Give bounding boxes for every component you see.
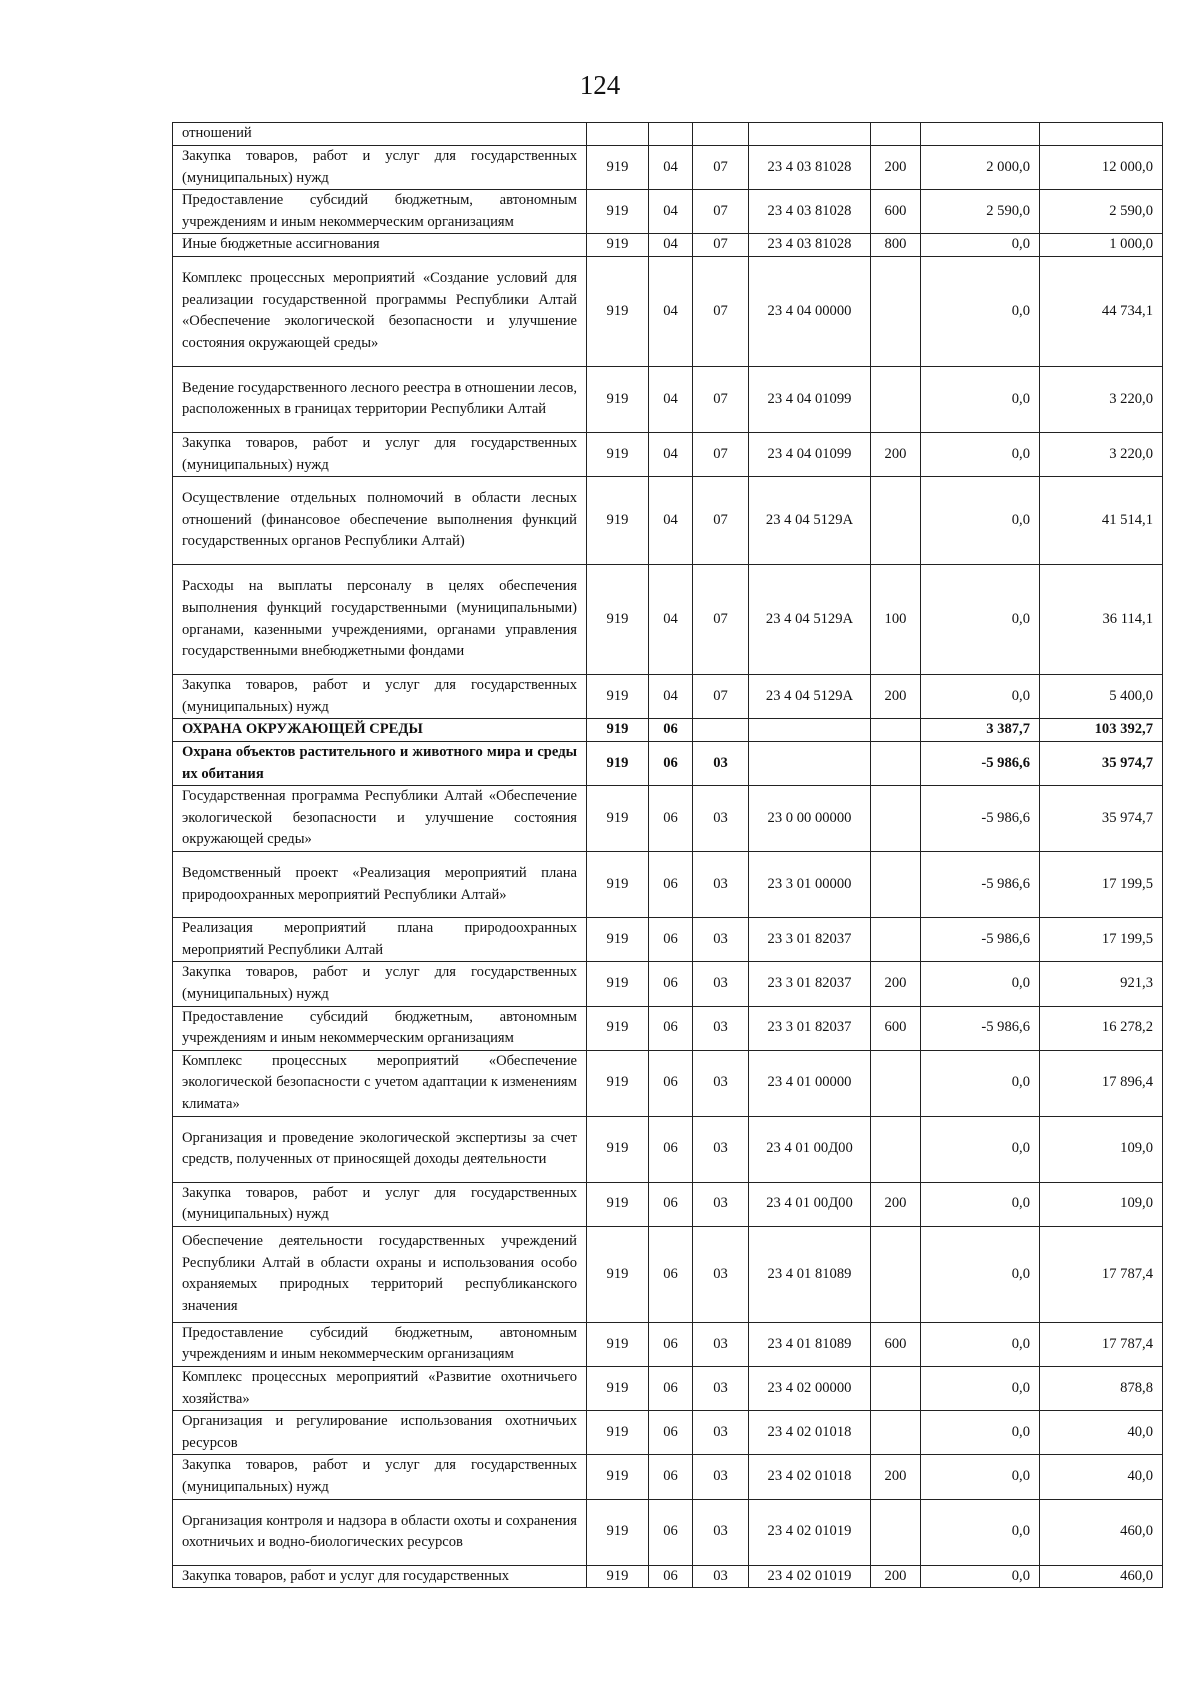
table-row [173,1565,1163,1588]
table-row [173,123,1163,146]
table-row [173,432,1163,476]
amount-total-cell: 40,0 [1040,1411,1163,1455]
expense-type-cell: 200 [871,1565,921,1588]
expense-name-cell: Ведение государственного лесного реестра в отношении лесов, расположенных в границах территории Республики Алтай [173,366,587,432]
target-article-cell: 23 4 01 81089 [749,1322,871,1366]
subsection-code-cell: 03 [693,1455,749,1499]
amount-change-cell: 0,0 [921,962,1040,1006]
expense-name-cell: Предоставление субсидий бюджетным, автономным учреждениям и иным некоммерческим организациям [173,1006,587,1050]
table-row [173,1226,1163,1322]
amount-change-cell: 0,0 [921,1050,1040,1116]
target-article-cell [749,123,871,146]
expense-type-cell: 600 [871,190,921,234]
subsection-code-cell: 03 [693,1116,749,1182]
subsection-code-cell [693,719,749,742]
target-article-cell: 23 4 02 00000 [749,1367,871,1411]
expense-type-cell: 100 [871,565,921,675]
target-article-cell: 23 4 02 01019 [749,1565,871,1588]
admin-code-cell: 919 [587,1226,649,1322]
admin-code-cell: 919 [587,1006,649,1050]
amount-change-cell: 0,0 [921,234,1040,257]
table-row [173,565,1163,675]
expense-name-cell: Организация контроля и надзора в области охоты и сохранения охотничьих и водно-биологических ресурсов [173,1499,587,1565]
target-article-cell: 23 4 04 5129А [749,565,871,675]
subsection-code-cell: 07 [693,146,749,190]
section-code-cell: 06 [649,1226,693,1322]
admin-code-cell: 919 [587,675,649,719]
expense-type-cell [871,719,921,742]
expense-type-cell [871,1116,921,1182]
subsection-code-cell: 03 [693,962,749,1006]
amount-change-cell: -5 986,6 [921,918,1040,962]
expense-type-cell [871,477,921,565]
amount-change-cell [921,123,1040,146]
expense-name-cell: ОХРАНА ОКРУЖАЮЩЕЙ СРЕДЫ [173,719,587,742]
table-row [173,962,1163,1006]
target-article-cell: 23 4 01 00Д00 [749,1182,871,1226]
target-article-cell: 23 4 04 01099 [749,366,871,432]
expense-type-cell: 200 [871,962,921,1006]
table-row [173,1367,1163,1411]
subsection-code-cell: 03 [693,786,749,852]
admin-code-cell: 919 [587,1411,649,1455]
expense-type-cell [871,1411,921,1455]
section-code-cell: 06 [649,1050,693,1116]
target-article-cell: 23 4 01 00000 [749,1050,871,1116]
amount-total-cell: 17 787,4 [1040,1322,1163,1366]
amount-total-cell: 103 392,7 [1040,719,1163,742]
expense-type-cell [871,123,921,146]
expense-name-cell: Комплекс процессных мероприятий «Создание условий для реализации государственной программы Республики Алтай «Обеспечение экологической безопасности и улучшение состояния окружающей среды» [173,256,587,366]
expense-name-cell: Организация и проведение экологической экспертизы за счет средств, полученных от приносящей доходы деятельности [173,1116,587,1182]
table-row [173,918,1163,962]
admin-code-cell: 919 [587,1322,649,1366]
target-article-cell [749,719,871,742]
subsection-code-cell: 07 [693,366,749,432]
target-article-cell: 23 3 01 82037 [749,918,871,962]
amount-total-cell: 2 590,0 [1040,190,1163,234]
amount-change-cell: 0,0 [921,432,1040,476]
target-article-cell: 23 4 03 81028 [749,190,871,234]
expense-name-cell: Закупка товаров, работ и услуг для государственных (муниципальных) нужд [173,146,587,190]
amount-total-cell: 40,0 [1040,1455,1163,1499]
subsection-code-cell: 03 [693,852,749,918]
section-code-cell: 06 [649,852,693,918]
section-code-cell: 06 [649,1322,693,1366]
table-row [173,366,1163,432]
subsection-code-cell: 07 [693,256,749,366]
table-row [173,190,1163,234]
table-row [173,719,1163,742]
admin-code-cell: 919 [587,146,649,190]
section-code-cell: 04 [649,234,693,257]
expense-type-cell: 600 [871,1006,921,1050]
admin-code-cell: 919 [587,741,649,785]
subsection-code-cell: 07 [693,432,749,476]
expense-name-cell: Государственная программа Республики Алтай «Обеспечение экологической безопасности и улучшение состояния окружающей среды» [173,786,587,852]
table-row [173,1050,1163,1116]
admin-code-cell: 919 [587,432,649,476]
expense-name-cell: Предоставление субсидий бюджетным, автономным учреждениям и иным некоммерческим организациям [173,190,587,234]
expense-type-cell [871,256,921,366]
amount-change-cell: 2 000,0 [921,146,1040,190]
amount-total-cell: 12 000,0 [1040,146,1163,190]
expense-name-cell: Закупка товаров, работ и услуг для государственных (муниципальных) нужд [173,675,587,719]
admin-code-cell: 919 [587,1367,649,1411]
expense-name-cell: Расходы на выплаты персоналу в целях обеспечения выполнения функций государственными (муниципальными) органами, казенными учреждениями, органами управления государственными внебюджетными фондами [173,565,587,675]
admin-code-cell: 919 [587,234,649,257]
expense-name-cell: Закупка товаров, работ и услуг для государственных (муниципальных) нужд [173,1455,587,1499]
amount-total-cell: 3 220,0 [1040,432,1163,476]
target-article-cell: 23 4 04 5129А [749,477,871,565]
target-article-cell: 23 3 01 82037 [749,1006,871,1050]
expense-type-cell [871,366,921,432]
admin-code-cell: 919 [587,477,649,565]
expense-type-cell: 200 [871,1182,921,1226]
subsection-code-cell: 03 [693,918,749,962]
amount-change-cell: -5 986,6 [921,1006,1040,1050]
table-row [173,1006,1163,1050]
subsection-code-cell: 03 [693,1499,749,1565]
section-code-cell: 04 [649,146,693,190]
subsection-code-cell: 07 [693,234,749,257]
expense-name-cell: Организация и регулирование использования охотничьих ресурсов [173,1411,587,1455]
subsection-code-cell: 07 [693,565,749,675]
amount-change-cell: 0,0 [921,1182,1040,1226]
expense-name-cell: отношений [173,123,587,146]
amount-change-cell: 0,0 [921,1499,1040,1565]
amount-total-cell: 460,0 [1040,1565,1163,1588]
amount-change-cell: 0,0 [921,565,1040,675]
section-code-cell: 06 [649,1565,693,1588]
expense-type-cell [871,852,921,918]
admin-code-cell: 919 [587,190,649,234]
subsection-code-cell: 03 [693,1367,749,1411]
amount-change-cell: 0,0 [921,256,1040,366]
table-row [173,234,1163,257]
admin-code-cell: 919 [587,962,649,1006]
section-code-cell: 04 [649,256,693,366]
target-article-cell: 23 4 03 81028 [749,146,871,190]
amount-total-cell: 1 000,0 [1040,234,1163,257]
subsection-code-cell: 03 [693,1006,749,1050]
admin-code-cell: 919 [587,1499,649,1565]
expense-name-cell: Реализация мероприятий плана природоохранных мероприятий Республики Алтай [173,918,587,962]
expense-name-cell: Закупка товаров, работ и услуг для государственных (муниципальных) нужд [173,432,587,476]
table-row [173,1411,1163,1455]
admin-code-cell: 919 [587,1116,649,1182]
amount-total-cell: 35 974,7 [1040,786,1163,852]
expense-type-cell: 200 [871,146,921,190]
expense-name-cell: Осуществление отдельных полномочий в области лесных отношений (финансовое обеспечение выполнения функций государственных органов Республики Алтай) [173,477,587,565]
table-row [173,852,1163,918]
section-code-cell: 06 [649,719,693,742]
expense-type-cell [871,918,921,962]
expense-name-cell: Закупка товаров, работ и услуг для государственных (муниципальных) нужд [173,1182,587,1226]
admin-code-cell: 919 [587,786,649,852]
amount-change-cell: 0,0 [921,477,1040,565]
admin-code-cell: 919 [587,1455,649,1499]
expense-name-cell: Предоставление субсидий бюджетным, автономным учреждениям и иным некоммерческим организациям [173,1322,587,1366]
budget-table-body [173,123,1163,1588]
table-row [173,1455,1163,1499]
amount-change-cell: -5 986,6 [921,852,1040,918]
section-code-cell: 06 [649,1367,693,1411]
subsection-code-cell: 07 [693,190,749,234]
amount-change-cell: 0,0 [921,1322,1040,1366]
expense-type-cell: 200 [871,1455,921,1499]
amount-change-cell: 0,0 [921,1455,1040,1499]
amount-change-cell: -5 986,6 [921,786,1040,852]
subsection-code-cell: 03 [693,1411,749,1455]
expense-type-cell [871,786,921,852]
amount-change-cell: 3 387,7 [921,719,1040,742]
amount-total-cell: 17 199,5 [1040,918,1163,962]
table-row [173,1322,1163,1366]
subsection-code-cell: 03 [693,1182,749,1226]
section-code-cell: 06 [649,786,693,852]
admin-code-cell [587,123,649,146]
amount-total-cell: 17 896,4 [1040,1050,1163,1116]
table-row [173,675,1163,719]
amount-total-cell: 5 400,0 [1040,675,1163,719]
section-code-cell: 06 [649,918,693,962]
section-code-cell [649,123,693,146]
amount-total-cell [1040,123,1163,146]
amount-change-cell: -5 986,6 [921,741,1040,785]
admin-code-cell: 919 [587,366,649,432]
expense-type-cell [871,1499,921,1565]
section-code-cell: 06 [649,1006,693,1050]
target-article-cell: 23 4 04 00000 [749,256,871,366]
expense-type-cell: 800 [871,234,921,257]
admin-code-cell: 919 [587,1182,649,1226]
target-article-cell: 23 4 02 01019 [749,1499,871,1565]
subsection-code-cell: 03 [693,1226,749,1322]
admin-code-cell: 919 [587,1050,649,1116]
target-article-cell: 23 3 01 00000 [749,852,871,918]
amount-total-cell: 17 199,5 [1040,852,1163,918]
admin-code-cell: 919 [587,256,649,366]
admin-code-cell: 919 [587,565,649,675]
section-code-cell: 04 [649,432,693,476]
table-row [173,146,1163,190]
table-row [173,1499,1163,1565]
amount-change-cell: 0,0 [921,675,1040,719]
target-article-cell [749,741,871,785]
expense-type-cell [871,1367,921,1411]
subsection-code-cell: 03 [693,1050,749,1116]
target-article-cell: 23 4 04 5129А [749,675,871,719]
amount-change-cell: 0,0 [921,1565,1040,1588]
amount-total-cell: 460,0 [1040,1499,1163,1565]
amount-total-cell: 109,0 [1040,1116,1163,1182]
target-article-cell: 23 4 04 01099 [749,432,871,476]
section-code-cell: 06 [649,962,693,1006]
amount-total-cell: 109,0 [1040,1182,1163,1226]
target-article-cell: 23 4 01 00Д00 [749,1116,871,1182]
amount-change-cell: 0,0 [921,366,1040,432]
expense-type-cell: 600 [871,1322,921,1366]
amount-change-cell: 0,0 [921,1226,1040,1322]
target-article-cell: 23 4 03 81028 [749,234,871,257]
section-code-cell: 06 [649,1182,693,1226]
section-code-cell: 04 [649,477,693,565]
section-code-cell: 04 [649,675,693,719]
admin-code-cell: 919 [587,1565,649,1588]
section-code-cell: 04 [649,190,693,234]
subsection-code-cell: 03 [693,741,749,785]
subsection-code-cell [693,123,749,146]
expense-type-cell [871,1226,921,1322]
amount-total-cell: 3 220,0 [1040,366,1163,432]
amount-total-cell: 35 974,7 [1040,741,1163,785]
amount-total-cell: 921,3 [1040,962,1163,1006]
section-code-cell: 04 [649,565,693,675]
section-code-cell: 06 [649,1411,693,1455]
target-article-cell: 23 3 01 82037 [749,962,871,1006]
amount-total-cell: 16 278,2 [1040,1006,1163,1050]
target-article-cell: 23 4 01 81089 [749,1226,871,1322]
section-code-cell: 06 [649,1455,693,1499]
expense-type-cell [871,741,921,785]
subsection-code-cell: 03 [693,1565,749,1588]
target-article-cell: 23 4 02 01018 [749,1411,871,1455]
table-row [173,1116,1163,1182]
section-code-cell: 04 [649,366,693,432]
subsection-code-cell: 07 [693,675,749,719]
amount-total-cell: 36 114,1 [1040,565,1163,675]
table-row [173,1182,1163,1226]
table-row [173,477,1163,565]
budget-table [172,122,1163,1588]
table-row [173,256,1163,366]
table-row [173,786,1163,852]
amount-total-cell: 44 734,1 [1040,256,1163,366]
expense-name-cell: Обеспечение деятельности государственных учреждений Республики Алтай в области охраны и использования особо охраняемых природных территорий республиканского значения [173,1226,587,1322]
expense-type-cell: 200 [871,432,921,476]
target-article-cell: 23 0 00 00000 [749,786,871,852]
admin-code-cell: 919 [587,852,649,918]
expense-name-cell: Комплекс процессных мероприятий «Развитие охотничьего хозяйства» [173,1367,587,1411]
expense-type-cell: 200 [871,675,921,719]
expense-name-cell: Комплекс процессных мероприятий «Обеспечение экологической безопасности с учетом адаптации к изменениям климата» [173,1050,587,1116]
amount-change-cell: 2 590,0 [921,190,1040,234]
admin-code-cell: 919 [587,918,649,962]
expense-type-cell [871,1050,921,1116]
expense-name-cell: Закупка товаров, работ и услуг для государственных [173,1565,587,1588]
subsection-code-cell: 07 [693,477,749,565]
expense-name-cell: Ведомственный проект «Реализация мероприятий плана природоохранных мероприятий Республики Алтай» [173,852,587,918]
page-number: 124 [579,70,621,100]
subsection-code-cell: 03 [693,1322,749,1366]
admin-code-cell: 919 [587,719,649,742]
amount-total-cell: 41 514,1 [1040,477,1163,565]
section-code-cell: 06 [649,1499,693,1565]
target-article-cell: 23 4 02 01018 [749,1455,871,1499]
amount-change-cell: 0,0 [921,1367,1040,1411]
section-code-cell: 06 [649,741,693,785]
expense-name-cell: Закупка товаров, работ и услуг для государственных (муниципальных) нужд [173,962,587,1006]
amount-total-cell: 17 787,4 [1040,1226,1163,1322]
amount-total-cell: 878,8 [1040,1367,1163,1411]
section-code-cell: 06 [649,1116,693,1182]
expense-name-cell: Охрана объектов растительного и животного мира и среды их обитания [173,741,587,785]
amount-change-cell: 0,0 [921,1411,1040,1455]
table-row [173,741,1163,785]
amount-change-cell: 0,0 [921,1116,1040,1182]
expense-name-cell: Иные бюджетные ассигнования [173,234,587,257]
